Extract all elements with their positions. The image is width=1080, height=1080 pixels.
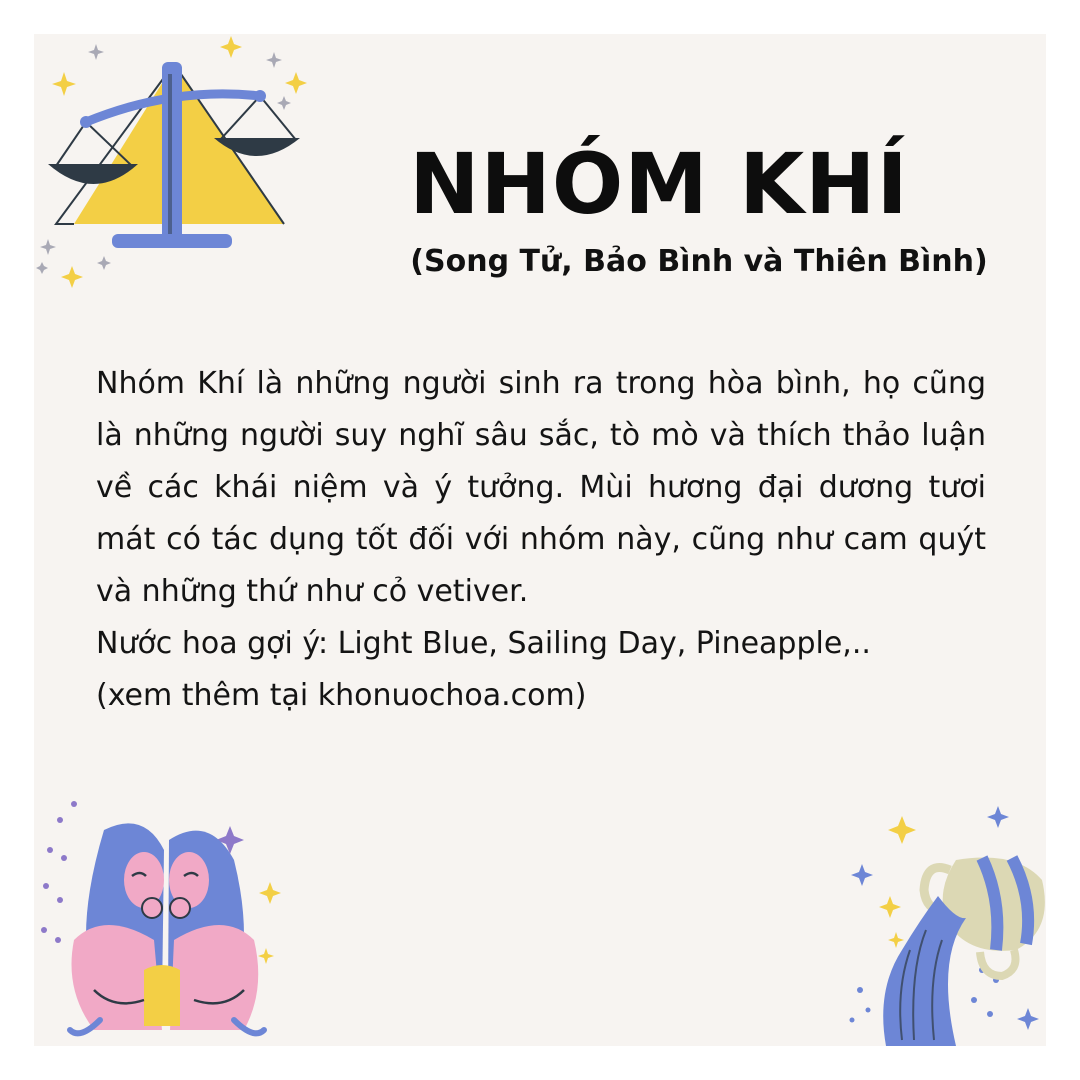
gemini-twins-icon bbox=[34, 790, 294, 1046]
aquarius-water-jug-icon bbox=[806, 800, 1046, 1046]
description-paragraph: Nhóm Khí là những người sinh ra trong hòa bình, họ cũng là những người suy nghĩ sâu sắc, tò mò và thích thảo luận về các khái niệm và ý tưởng. Mùi hương đại dương tươi mát có tác dụng tốt đối với nhóm này, cũng như cam quýt và những thứ như cỏ vetiver. bbox=[96, 366, 986, 609]
more-info-note: (xem thêm tại khonuochoa.com) bbox=[96, 678, 587, 713]
body-text bbox=[96, 358, 986, 722]
page-subtitle: (Song Tử, Bảo Bình và Thiên Bình) bbox=[410, 244, 988, 279]
perfume-suggestion: Nước hoa gợi ý: Light Blue, Sailing Day, Pineapple,.. bbox=[96, 626, 871, 661]
page-title: NHÓM KHÍ bbox=[409, 135, 909, 233]
card bbox=[34, 34, 1046, 1046]
libra-scales-icon bbox=[34, 34, 334, 314]
